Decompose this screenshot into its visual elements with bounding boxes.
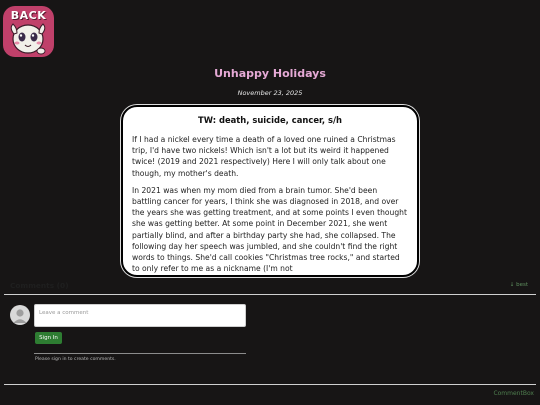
back-label: BACK	[10, 9, 47, 22]
sign-in-button[interactable]: Sign In	[35, 332, 62, 344]
post-title: Unhappy Holidays	[214, 67, 326, 80]
divider	[34, 353, 246, 354]
user-icon	[10, 305, 30, 325]
post-date: November 23, 2025	[237, 89, 303, 97]
sign-in-note: Please sign in to create comments.	[35, 357, 116, 362]
sort-best-link[interactable]: ↓ best	[509, 282, 528, 288]
divider	[4, 384, 536, 385]
post-paragraph: If I had a nickel every time a death of a loved one ruined a Christmas trip, I'd have two nickels! Which isn't a lot but its weird it happened twice! (2019 and 2021 respectively) Here I will only talk about one though, my mother's death.	[132, 135, 396, 178]
divider	[4, 294, 536, 295]
post-paragraph: In 2021 was when my mom died from a brain tumor. She'd been battling cancer for years, I think she was diagnosed in 2018, and over the years she was getting treatment, and at some points I even thought she was getting better. At some point in December 2021, she went partially blind, and after a birthday party she had, she collapsed. The following day her speech was jumbled, and she couldn't find the right words to things. She'd call cookies "Christmas tree rocks," and started to only refer to me as a nickname (I'm not	[132, 185, 407, 274]
avatar	[10, 305, 30, 325]
trigger-warning: TW: death, suicide, cancer, s/h	[198, 115, 342, 125]
comments-header: Comments (0)	[10, 281, 69, 290]
comment-input[interactable]: Leave a comment	[34, 304, 246, 327]
back-button[interactable]	[3, 6, 54, 57]
post-card	[121, 105, 419, 277]
commentbox-brand-link[interactable]: CommentBox	[493, 390, 534, 397]
